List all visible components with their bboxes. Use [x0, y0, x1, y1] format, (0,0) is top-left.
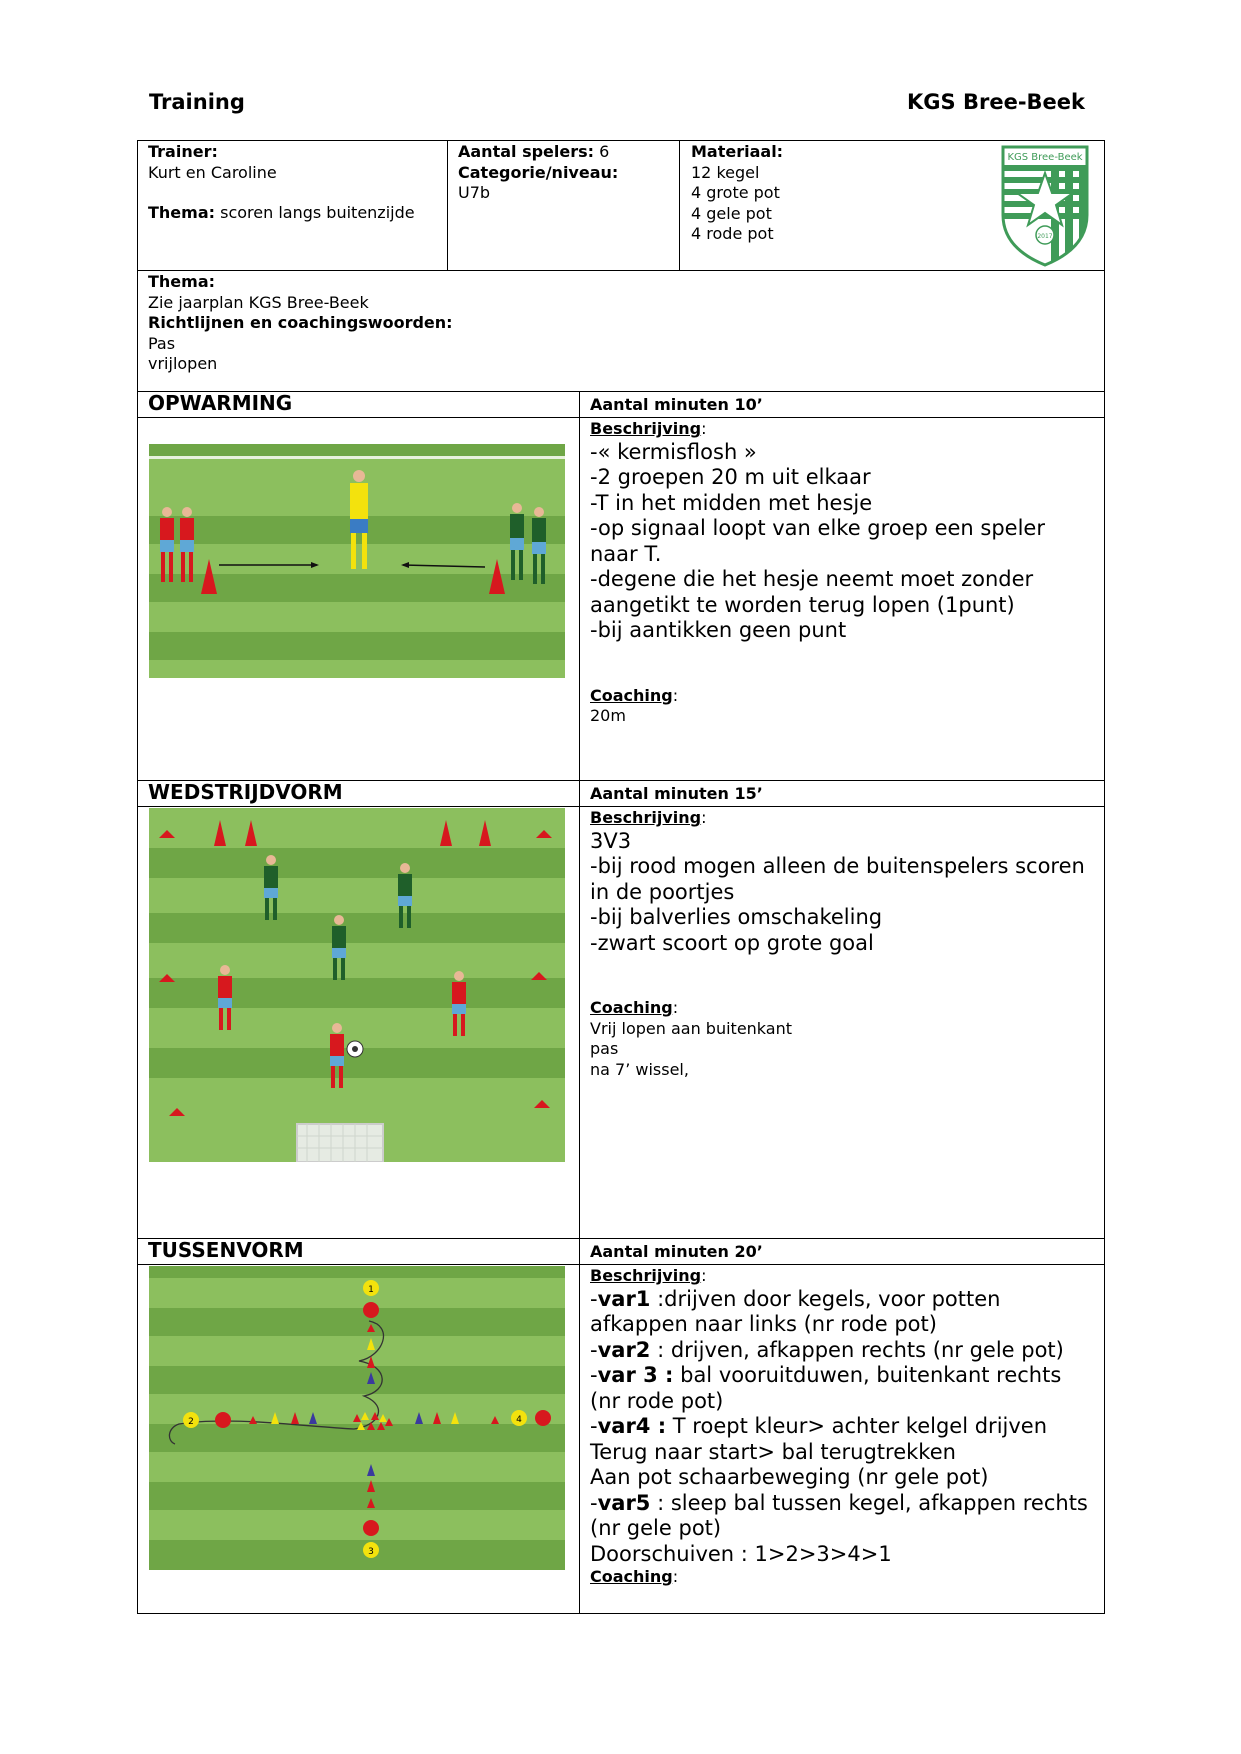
- desc-line: 3V3: [590, 828, 632, 853]
- trainer-value: Kurt en Caroline: [148, 162, 277, 182]
- svg-text:4: 4: [516, 1415, 522, 1425]
- svg-text:3: 3: [368, 1547, 374, 1557]
- wedstrijd-desc-label: Beschrijving: [590, 808, 702, 827]
- coach-line: pas: [590, 1039, 619, 1058]
- materiaal-label: Materiaal:: [691, 142, 784, 161]
- trainer-label: Trainer:: [148, 142, 218, 161]
- categorie-label: Categorie/niveau:: [458, 162, 619, 182]
- wedstrijd-coach-label: Coaching: [590, 998, 673, 1017]
- var-line: Terug naar start> bal terugtrekken: [590, 1439, 956, 1464]
- wedstrijd-desc: Beschrijving: 3V3 -bij rood mogen alleen de buitenspelers scoren in de poortjes -bij balverlies omschakeling -zwart scoort op grote goal Coaching: Vrij lopen aan buitenkant pas na 7’ wissel,: [579, 806, 1105, 1082]
- spelers-label: Aantal spelers:: [458, 142, 595, 161]
- richtlijnen-label: Richtlijnen en coachingswoorden:: [148, 313, 453, 332]
- header-club: KGS Bree-Beek: [907, 90, 1085, 114]
- richtlijn-line: vrijlopen: [148, 354, 218, 373]
- desc-line: -« kermisflosh »: [590, 439, 757, 464]
- svg-text:2: 2: [188, 1417, 194, 1427]
- tussen-title: TUSSENVORM: [148, 1238, 304, 1262]
- pot-2: [183, 1412, 199, 1428]
- var-line: Doorschuiven : 1>2>3>4>1: [590, 1541, 892, 1566]
- opwarming-title: OPWARMING: [148, 391, 293, 415]
- tussen-drill-image: [149, 1266, 565, 1570]
- pot-4: [511, 1410, 527, 1426]
- desc-line: -zwart scoort op grote goal: [590, 930, 874, 955]
- tussen-coach-label: Coaching: [590, 1567, 673, 1586]
- opwarming-coach-label: Coaching: [590, 685, 673, 705]
- var-line: -var1 :drijven door kegels, voor potten afkappen naar links (nr rode pot): [590, 1286, 1001, 1336]
- training-table: [137, 140, 1105, 1614]
- pot-3: [363, 1542, 379, 1558]
- coach-line: 20m: [590, 706, 626, 725]
- wedstrijd-title: WEDSTRIJDVORM: [148, 780, 343, 804]
- var-line: Aan pot schaarbeweging (nr gele pot): [590, 1465, 989, 1489]
- theme-label: Thema:: [148, 272, 216, 291]
- wedstrijd-drill-image: [149, 808, 565, 1162]
- club-logo: [999, 143, 1091, 268]
- opwarming-drill-image: [149, 444, 565, 678]
- tussen-desc: Beschrijving: -var1 :drijven door kegels, voor potten afkappen naar links (nr rode pot) -var2 : drijven, afkappen rechts (nr gele pot) -var 3 : bal vooruitduwen, buitenkant rechts (nr rode pot) -var4 : T roept kleur> achter kelgel drijven Terug naar start> bal terugtrekken Aan pot schaarbeweging (nr gele pot) -var5 : sleep bal tussen kegel, afkappen rechts (nr gele pot) Doorschuiven : 1>2>3>4>1 Coaching:: [579, 1264, 1105, 1590]
- materiaal-cell: [680, 140, 940, 247]
- header-title: Training: [149, 90, 245, 114]
- theme-value: Zie jaarplan KGS Bree-Beek: [148, 292, 369, 312]
- var-line: -var2 : drijven, afkappen rechts (nr gele pot): [590, 1337, 1064, 1362]
- tussen-minutes: Aantal minuten 20’: [590, 1242, 763, 1261]
- desc-line: -T in het midden met hesje: [590, 490, 873, 515]
- logo-year: 2017: [1037, 233, 1053, 240]
- svg-text:1: 1: [368, 1285, 374, 1295]
- coach-line: na 7’ wissel,: [590, 1059, 689, 1079]
- logo-text: KGS Bree-Beek: [1007, 152, 1083, 163]
- pot-1: [363, 1280, 379, 1296]
- var-line: -var5 : sleep bal tussen kegel, afkappen rechts (nr gele pot): [590, 1490, 1088, 1540]
- theme-cell: [137, 270, 1105, 377]
- categorie-value: U7b: [458, 183, 491, 202]
- materiaal-item: 4 gele pot: [691, 203, 772, 223]
- materiaal-item: 12 kegel: [691, 162, 760, 182]
- thema-label: Thema:: [148, 203, 216, 222]
- spelers-cell: [447, 140, 680, 206]
- desc-line: -bij rood mogen alleen de buitenspelers scoren in de poortjes: [590, 854, 1085, 904]
- materiaal-item: 4 rode pot: [691, 224, 774, 243]
- desc-line: -bij balverlies omschakeling: [590, 905, 883, 929]
- desc-line: -op signaal loopt van elke groep een speler naar T.: [590, 516, 1045, 566]
- trainer-cell: [137, 140, 447, 226]
- opwarming-desc: Beschrijving: -« kermisflosh » -2 groepen 20 m uit elkaar -T in het midden met hesje -op signaal loopt van elke groep een speler naar T. -degene die het hesje neemt moet zonder aangetikt te worden terug lopen (1punt) -bij aantikken geen punt Coaching: 20m: [579, 417, 1105, 729]
- opwarming-desc-label: Beschrijving: [590, 419, 702, 438]
- coach-line: Vrij lopen aan buitenkant: [590, 1018, 792, 1038]
- opwarming-minutes: Aantal minuten 10’: [590, 395, 763, 414]
- richtlijn-line: Pas: [148, 333, 176, 353]
- desc-line: -bij aantikken geen punt: [590, 618, 847, 642]
- spelers-value: 6: [594, 142, 610, 161]
- thema-value: scoren langs buitenzijde: [215, 203, 415, 222]
- var-line: -var4 : T roept kleur> achter kelgel drijven: [590, 1414, 1048, 1438]
- var-line: -var 3 : bal vooruitduwen, buitenkant rechts (nr rode pot): [590, 1363, 1062, 1413]
- materiaal-item: 4 grote pot: [691, 183, 780, 202]
- tussen-desc-label: Beschrijving: [590, 1266, 702, 1285]
- desc-line: -2 groepen 20 m uit elkaar: [590, 465, 871, 489]
- desc-line: -degene die het hesje neemt moet zonder aangetikt te worden terug lopen (1punt): [590, 567, 1034, 617]
- wedstrijd-minutes: Aantal minuten 15’: [590, 784, 763, 803]
